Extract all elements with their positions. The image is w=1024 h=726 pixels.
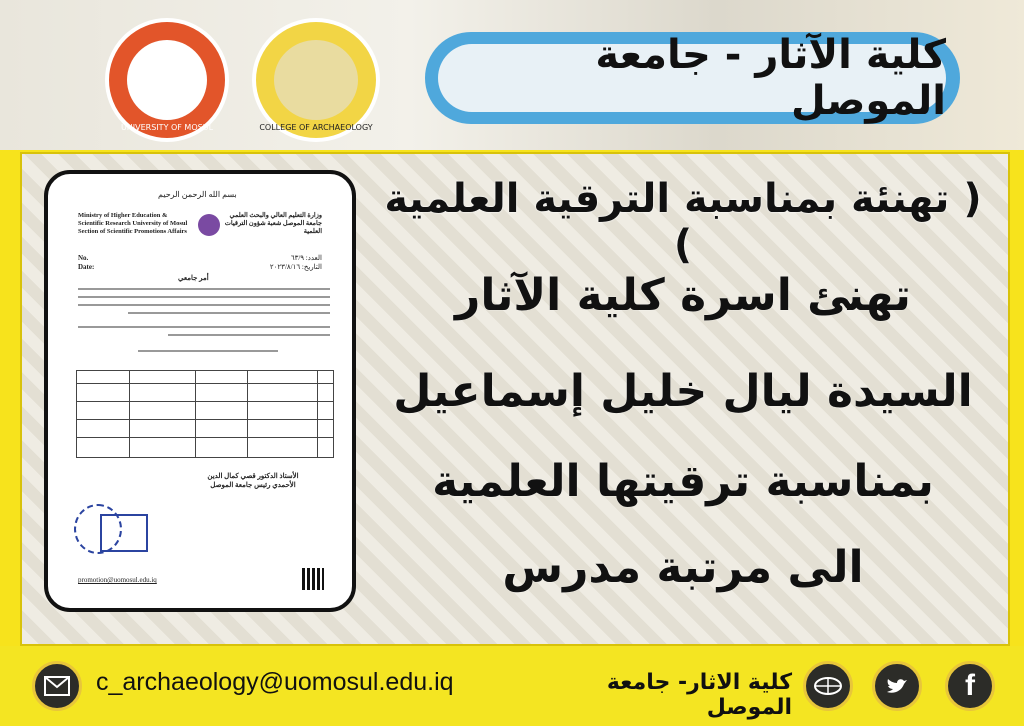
college-logo — [252, 18, 380, 142]
doc-text-line — [78, 326, 330, 328]
doc-order-title: أمر جامعي — [178, 274, 209, 282]
twitter-icon[interactable] — [872, 661, 922, 711]
doc-date: التاريخ: ٢٠٢٣/٨/١٦ — [269, 263, 322, 271]
main-heading: ( تهنئة بمناسبة الترقية العلمية ) — [384, 176, 982, 268]
main-line-2: السيدة ليال خليل إسماعيل — [393, 366, 973, 417]
doc-stamp-box-icon — [100, 514, 148, 552]
doc-left-header: Ministry of Higher Education & Scientific Research University of Mosul Section of Scientific Promotions Affairs — [78, 212, 188, 235]
doc-no-label: No. — [78, 254, 89, 262]
document-image — [44, 170, 356, 612]
page-title: كلية الآثار - جامعة الموصل — [595, 32, 946, 124]
doc-text-line — [78, 296, 330, 298]
doc-number-date — [270, 254, 322, 272]
doc-text-line — [78, 288, 330, 290]
title-pill-inner — [438, 32, 946, 124]
doc-table — [76, 370, 334, 458]
doc-right-header: وزارة التعليم العالي والبحث العلمي جامعة الموصل شعبة شؤون الترقيات العلمية — [224, 212, 322, 235]
doc-no-date — [78, 254, 94, 272]
main-line-4: الى مرتبة مدرس — [502, 542, 864, 593]
university-logo-text: UNIVERSITY OF MOSUL — [120, 123, 214, 132]
footer-email[interactable]: c_archaeology@uomosul.edu.iq — [96, 668, 454, 696]
web-icon[interactable] — [803, 661, 853, 711]
university-logo — [105, 18, 229, 142]
doc-date-label: Date: — [78, 263, 95, 271]
doc-text-line — [128, 312, 330, 314]
doc-email: promotion@uomosul.edu.iq — [78, 576, 157, 584]
facebook-icon[interactable]: f — [945, 661, 995, 711]
main-line-1: تهنئ اسرة كلية الآثار — [455, 270, 911, 321]
qr-code-icon — [302, 568, 324, 590]
footer-college-name: كلية الاثار- جامعة الموصل — [606, 670, 792, 720]
doc-signature: الأستاذ الدكتور قصي كمال الدين الأحمدي رئيس جامعة الموصل — [207, 472, 299, 489]
doc-text-line — [168, 334, 330, 336]
college-logo-text: COLLEGE OF ARCHAEOLOGY — [259, 123, 373, 132]
doc-text-line — [78, 304, 330, 306]
email-icon[interactable] — [32, 661, 82, 711]
doc-basmala: بسم الله الرحمن الرحيم — [158, 190, 237, 199]
doc-number: العدد: ٦٣/٩ — [290, 254, 322, 262]
main-line-3: بمناسبة ترقيتها العلمية — [432, 456, 934, 507]
doc-text-line — [138, 350, 278, 352]
